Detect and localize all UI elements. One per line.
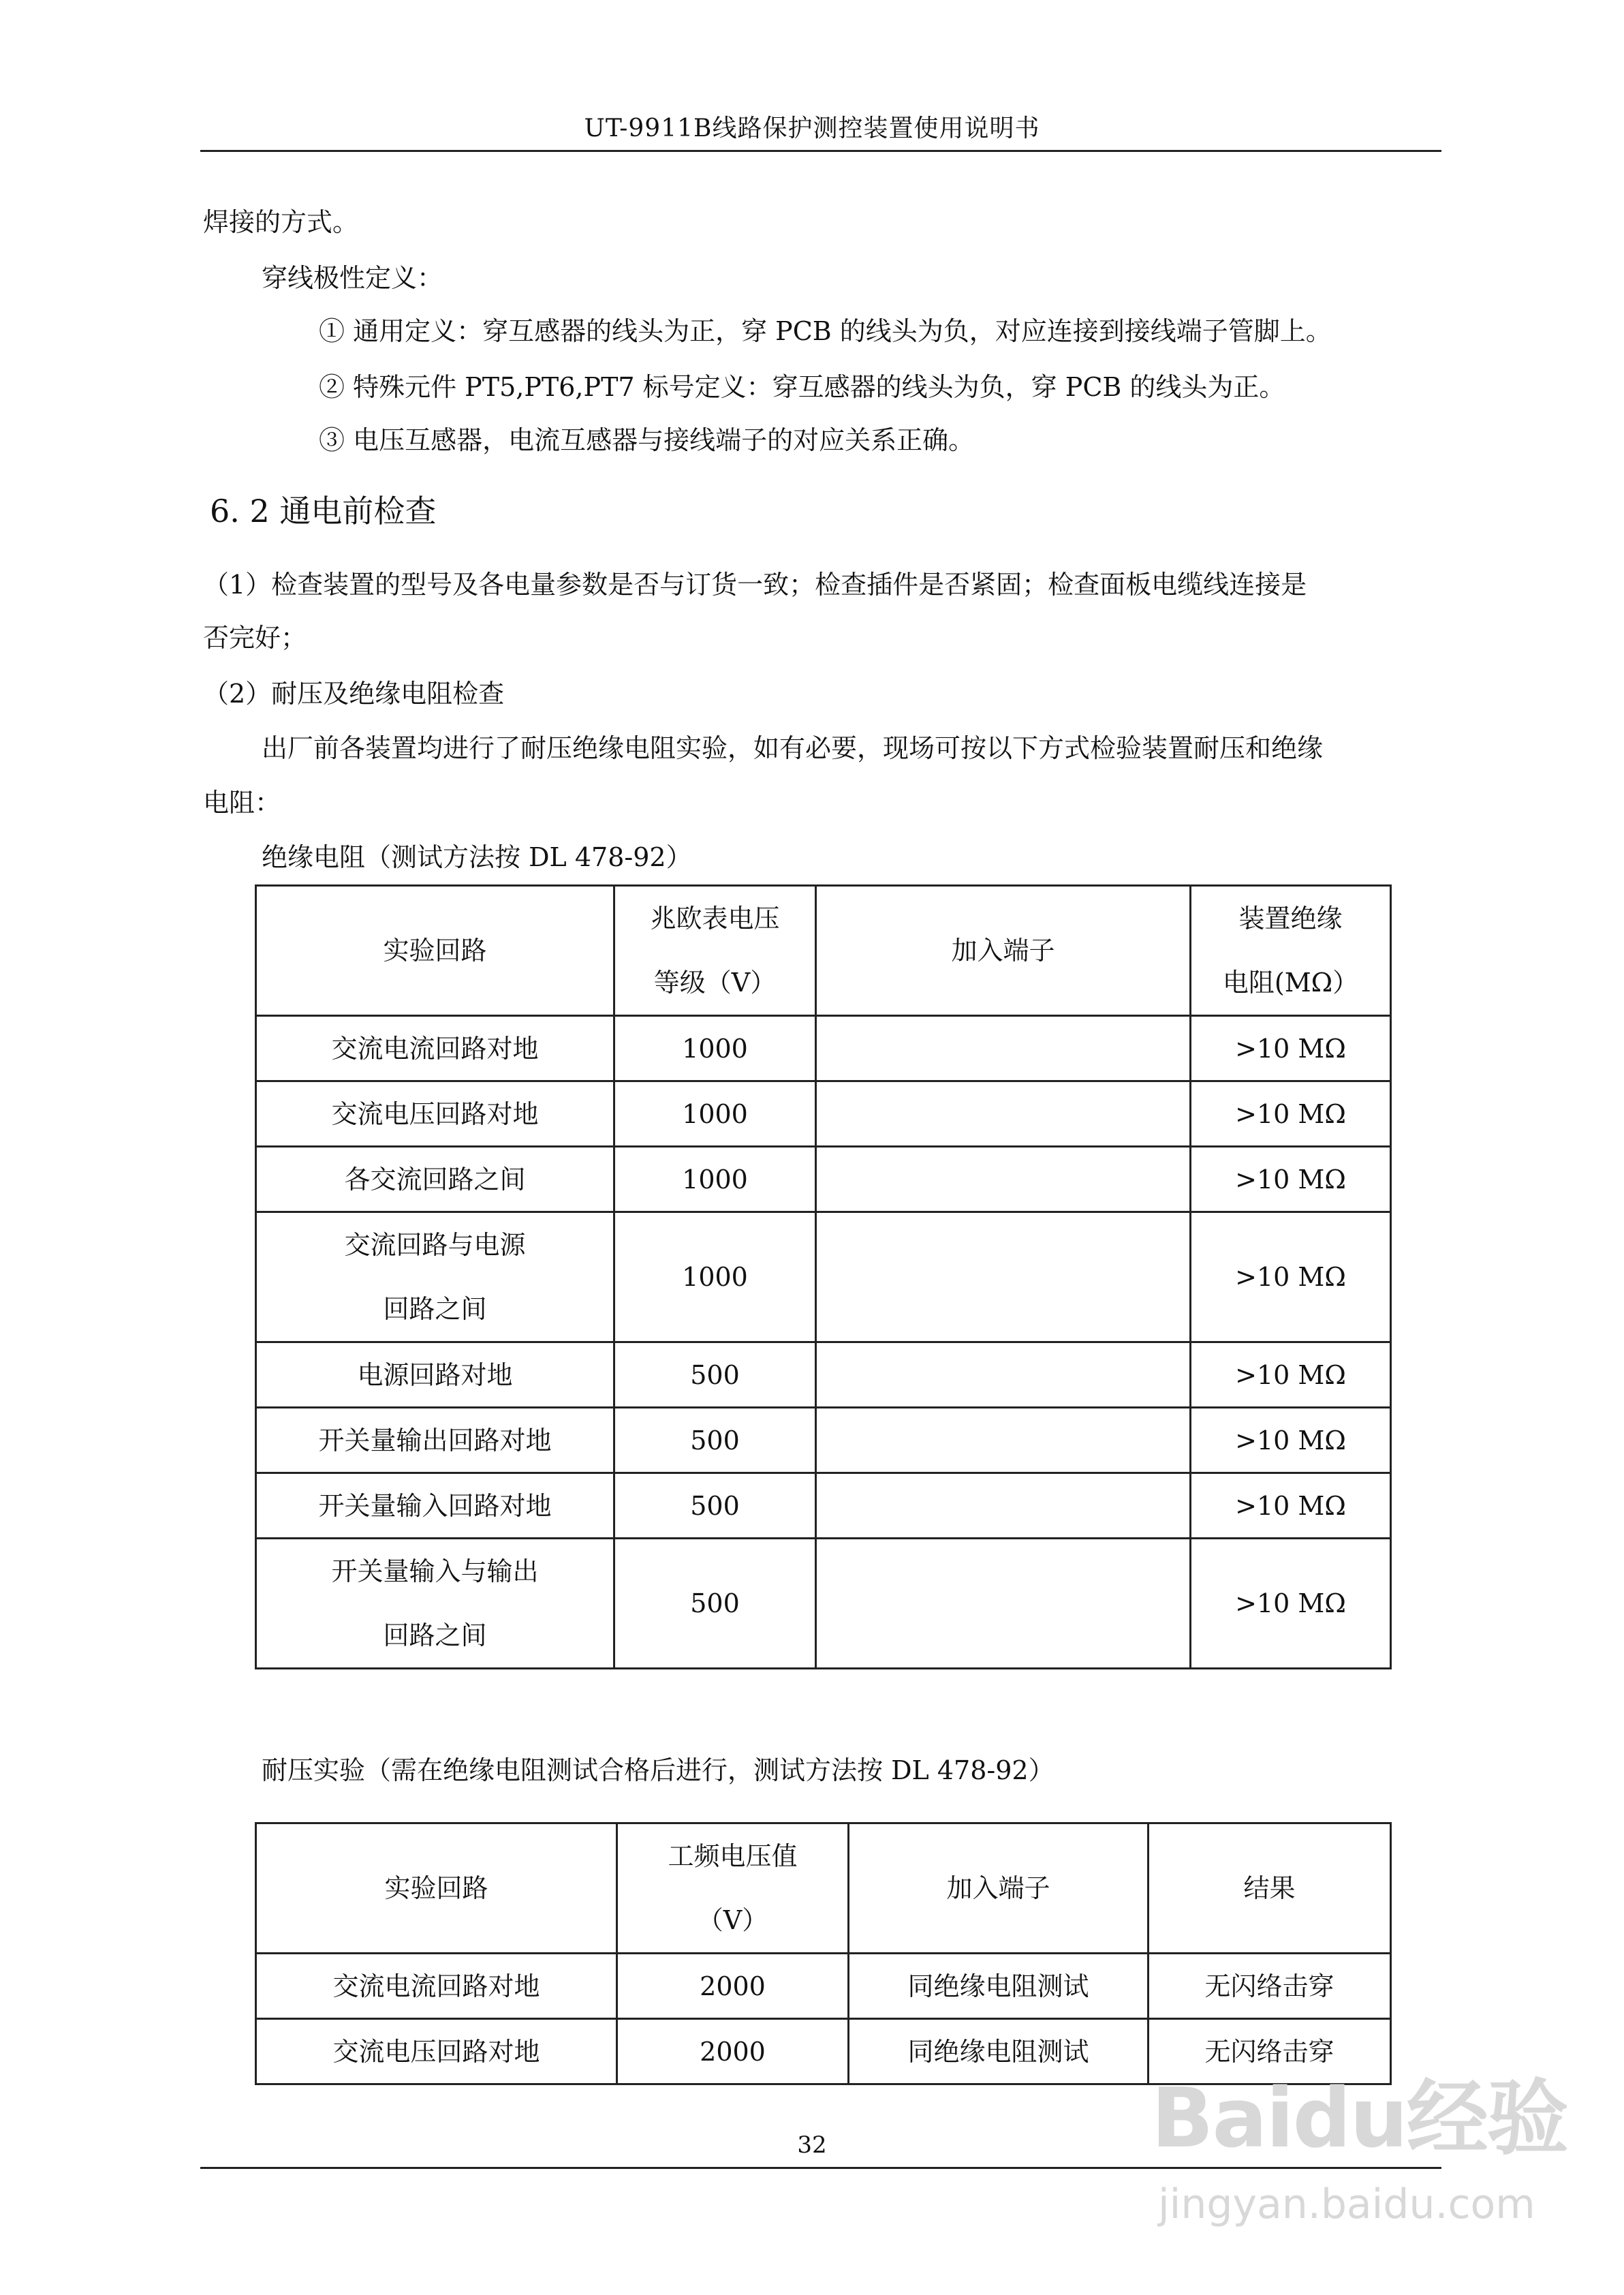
- page-number: 32: [797, 2131, 827, 2159]
- cell-terminal: [816, 1212, 1191, 1342]
- header-resistance-line1: 装置绝缘: [1238, 904, 1343, 934]
- table1-caption: 绝缘电阻（测试方法按 DL 478-92）: [262, 842, 692, 872]
- cell-resistance: >10 MΩ: [1191, 1212, 1391, 1342]
- section-title: 6. 2 通电前检查: [210, 493, 437, 529]
- paragraph-continuation: 焊接的方式。: [203, 207, 359, 237]
- check-1-line-2: 否完好；: [203, 623, 307, 653]
- table2-caption: 耐压实验（需在绝缘电阻测试合格后进行，测试方法按 DL 478-92）: [262, 1755, 1055, 1785]
- cell-terminal: [816, 1408, 1191, 1473]
- cell-voltage: 1000: [614, 1081, 816, 1147]
- cell-circuit: [256, 1539, 614, 1669]
- cell-terminal: [816, 1539, 1191, 1669]
- table-header-row: [256, 886, 1391, 1016]
- header-result: 结果: [1149, 1823, 1391, 1954]
- header-voltage: [614, 886, 816, 1016]
- header-terminal: 加入端子: [849, 1823, 1149, 1954]
- header-rule: [200, 150, 1441, 152]
- cell-voltage: 500: [614, 1342, 816, 1408]
- cell-voltage: 1000: [614, 1016, 816, 1081]
- polarity-item-2: ② 特殊元件 PT5,PT6,PT7 标号定义：穿互感器的线头为负，穿 PCB 的线头为正。: [319, 372, 1285, 402]
- cell-circuit: 交流电流回路对地: [256, 1016, 614, 1081]
- cell-terminal: [816, 1016, 1191, 1081]
- cell-voltage: 1000: [614, 1212, 816, 1342]
- header-circuit: 实验回路: [256, 1823, 617, 1954]
- cell-resistance: >10 MΩ: [1191, 1342, 1391, 1408]
- table-row: [256, 1408, 1391, 1473]
- footer-rule: [200, 2167, 1441, 2169]
- intro-line-1: 出厂前各装置均进行了耐压绝缘电阻实验，如有必要，现场可按以下方式检验装置耐压和绝缘: [262, 733, 1324, 763]
- cell-circuit: 开关量输出回路对地: [256, 1408, 614, 1473]
- table-row: [256, 1147, 1391, 1212]
- table-row: [256, 1539, 1391, 1669]
- cell-circuit: 交流电压回路对地: [256, 2019, 617, 2084]
- check-2: （2）耐压及绝缘电阻检查: [203, 679, 505, 709]
- cell-circuit-line1: 开关量输入与输出: [331, 1556, 539, 1586]
- cell-terminal: 同绝缘电阻测试: [849, 1954, 1149, 2019]
- header-voltage-line1: 工频电压值: [668, 1841, 798, 1871]
- cell-result: 无闪络击穿: [1149, 1954, 1391, 2019]
- cell-terminal: [816, 1473, 1191, 1539]
- cell-voltage: 500: [614, 1539, 816, 1669]
- cell-terminal: 同绝缘电阻测试: [849, 2019, 1149, 2084]
- baidu-watermark-logo: Baidu经验: [1151, 2071, 1567, 2166]
- table-row: [256, 1016, 1391, 1081]
- header-terminal: 加入端子: [816, 886, 1191, 1016]
- table-row: [256, 1081, 1391, 1147]
- cell-voltage: 500: [614, 1408, 816, 1473]
- insulation-resistance-table: [255, 884, 1392, 1669]
- withstand-voltage-table: [255, 1822, 1392, 2085]
- cell-voltage: 2000: [617, 1954, 849, 2019]
- intro-line-2: 电阻：: [203, 788, 281, 818]
- cell-circuit: [256, 1212, 614, 1342]
- cell-circuit: 各交流回路之间: [256, 1147, 614, 1212]
- cell-circuit-line1: 交流回路与电源: [344, 1230, 526, 1260]
- cell-voltage: 2000: [617, 2019, 849, 2084]
- cell-resistance: >10 MΩ: [1191, 1016, 1391, 1081]
- cell-resistance: >10 MΩ: [1191, 1081, 1391, 1147]
- cell-circuit: 交流电流回路对地: [256, 1954, 617, 2019]
- header-voltage-line2: 等级（V）: [653, 968, 777, 998]
- header-voltage: [617, 1823, 849, 1954]
- page-header-title: UT-9911B线路保护测控装置使用说明书: [584, 114, 1040, 142]
- polarity-item-3: ③ 电压互感器，电流互感器与接线端子的对应关系正确。: [319, 425, 975, 455]
- table-row: [256, 1212, 1391, 1342]
- cell-resistance: >10 MΩ: [1191, 1473, 1391, 1539]
- cell-circuit: 开关量输入回路对地: [256, 1473, 614, 1539]
- cell-circuit-line2: 回路之间: [383, 1294, 487, 1324]
- baidu-watermark-url: jingyan.baidu.com: [1158, 2181, 1535, 2228]
- header-resistance-line2: 电阻(MΩ）: [1222, 968, 1359, 998]
- cell-result: 无闪络击穿: [1149, 2019, 1391, 2084]
- polarity-item-1: ① 通用定义：穿互感器的线头为正，穿 PCB 的线头为负，对应连接到接线端子管脚上。: [319, 316, 1332, 346]
- cell-resistance: >10 MΩ: [1191, 1408, 1391, 1473]
- header-voltage-line1: 兆欧表电压: [650, 904, 780, 934]
- table-row: [256, 1954, 1391, 2019]
- cell-terminal: [816, 1081, 1191, 1147]
- polarity-title: 穿线极性定义：: [262, 263, 443, 293]
- cell-circuit-line2: 回路之间: [383, 1620, 487, 1650]
- table-row: [256, 1342, 1391, 1408]
- cell-voltage: 500: [614, 1473, 816, 1539]
- cell-circuit: 电源回路对地: [256, 1342, 614, 1408]
- cell-resistance: >10 MΩ: [1191, 1147, 1391, 1212]
- header-circuit: 实验回路: [256, 886, 614, 1016]
- cell-terminal: [816, 1342, 1191, 1408]
- cell-resistance: >10 MΩ: [1191, 1539, 1391, 1669]
- cell-terminal: [816, 1147, 1191, 1212]
- header-voltage-line2: （V）: [697, 1905, 768, 1935]
- cell-circuit: 交流电压回路对地: [256, 1081, 614, 1147]
- table-row: [256, 1473, 1391, 1539]
- check-1-line-1: （1）检查装置的型号及各电量参数是否与订货一致；检查插件是否紧固；检查面板电缆线连接是: [203, 570, 1307, 600]
- cell-voltage: 1000: [614, 1147, 816, 1212]
- table-header-row: [256, 1823, 1391, 1954]
- header-resistance: [1191, 886, 1391, 1016]
